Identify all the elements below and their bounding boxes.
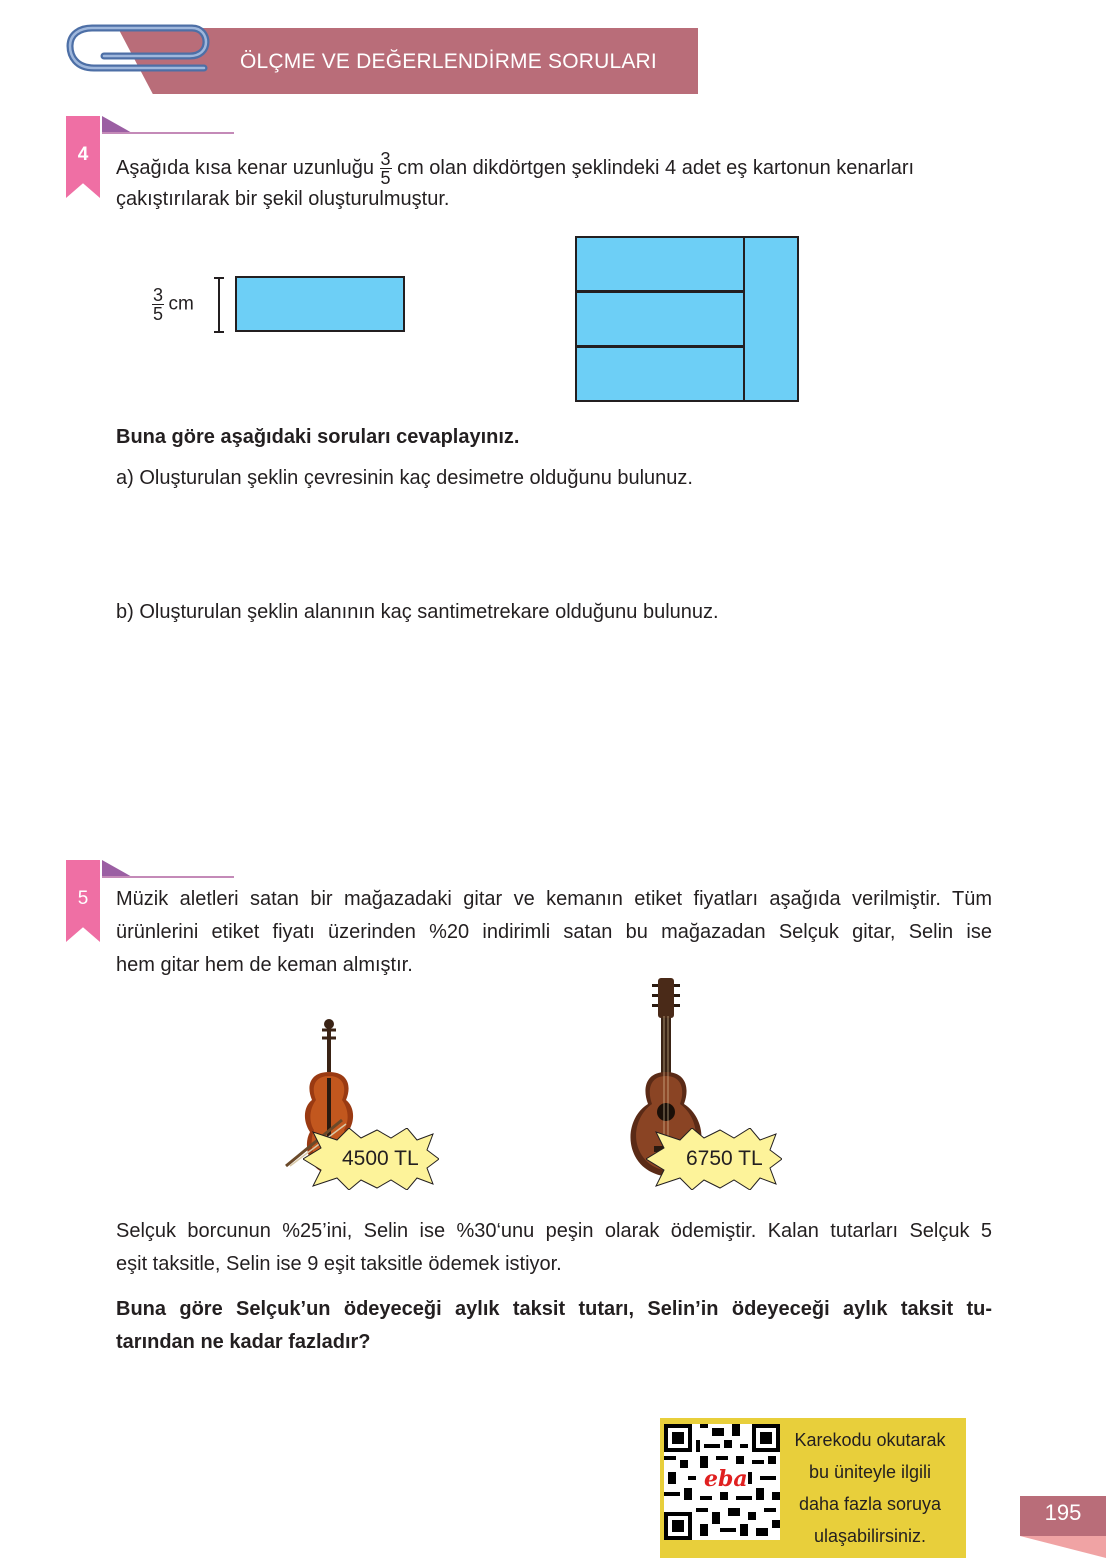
q5-line1: Müzik aletleri satan bir mağazadaki gitar ve kemanın etiket fiyatları aşağıda verilmiştir. Tüm [116, 888, 992, 910]
dimension-bracket [212, 276, 226, 334]
q5-line5: eşit taksitle, Selin ise 9 eşit taksitle ödemek istiyor. [116, 1253, 562, 1275]
question-divider [102, 876, 234, 878]
fig-dimension-label: $\frac{3}{5}$ cm [153, 285, 194, 324]
single-card-rectangle [235, 276, 405, 332]
q4-part-b: b) Oluşturulan şeklin alanının kaç santimetrekare olduğunu bulunuz. [116, 601, 719, 623]
page-number: 195 [1044, 1500, 1082, 1525]
violin-price: 4500 TL [342, 1147, 419, 1170]
paperclip-icon [64, 20, 214, 100]
eba-logo: eba [704, 1466, 748, 1492]
q4-prompt: Buna göre aşağıdaki soruları cevaplayınız. [116, 426, 520, 448]
composed-figure [575, 236, 799, 402]
q4-line2: çakıştırılarak bir şekil oluşturulmuştur. [116, 188, 450, 210]
q5-line2: ürünlerini etiket fiyatı üzerinden %20 indirimli satan bu mağazadan Selçuk gitar, Selin ise [116, 921, 992, 943]
card-bottom [575, 346, 745, 402]
question-number: 4 [77, 144, 89, 165]
fraction: $\frac{3}{5}$ [380, 149, 391, 188]
q5-line4: Selçuk borcunun %25’ini, Selin ise %30‘unu peşin olarak ödemiştir. Kalan tutarları Selçuk 5 [116, 1220, 992, 1242]
q5-question-line2: tarından ne kadar fazladır? [116, 1331, 371, 1353]
card-vertical [743, 236, 799, 402]
page-number-tail [1020, 1536, 1106, 1558]
card-middle [575, 291, 745, 347]
guitar-price: 6750 TL [686, 1147, 763, 1170]
question-number: 5 [77, 888, 89, 909]
q5-question-line1: Buna göre Selçuk’un ödeyeceği aylık taksit tutarı, Selin’in ödeyeceği aylık taksit tu- [116, 1298, 992, 1320]
qr-description: Karekodu okutarak bu üniteyle ilgili daha fazla soruya ulaşabilirsiniz. [794, 1430, 946, 1546]
q4-line1: Aşağıda kısa kenar uzunluğu $\frac{3}{5}$ cm olan dikdörtgen şeklindeki 4 adet eş kartonun kenarları [116, 149, 915, 188]
q4-part-a: a) Oluşturulan şeklin çevresinin kaç desimetre olduğunu bulunuz. [116, 467, 693, 489]
q5-line3: hem gitar hem de keman almıştır. [116, 954, 413, 976]
question-divider [102, 132, 234, 134]
card-top [575, 236, 745, 292]
page-title: ÖLÇME VE DEĞERLENDİRME SORULARI [240, 50, 657, 73]
